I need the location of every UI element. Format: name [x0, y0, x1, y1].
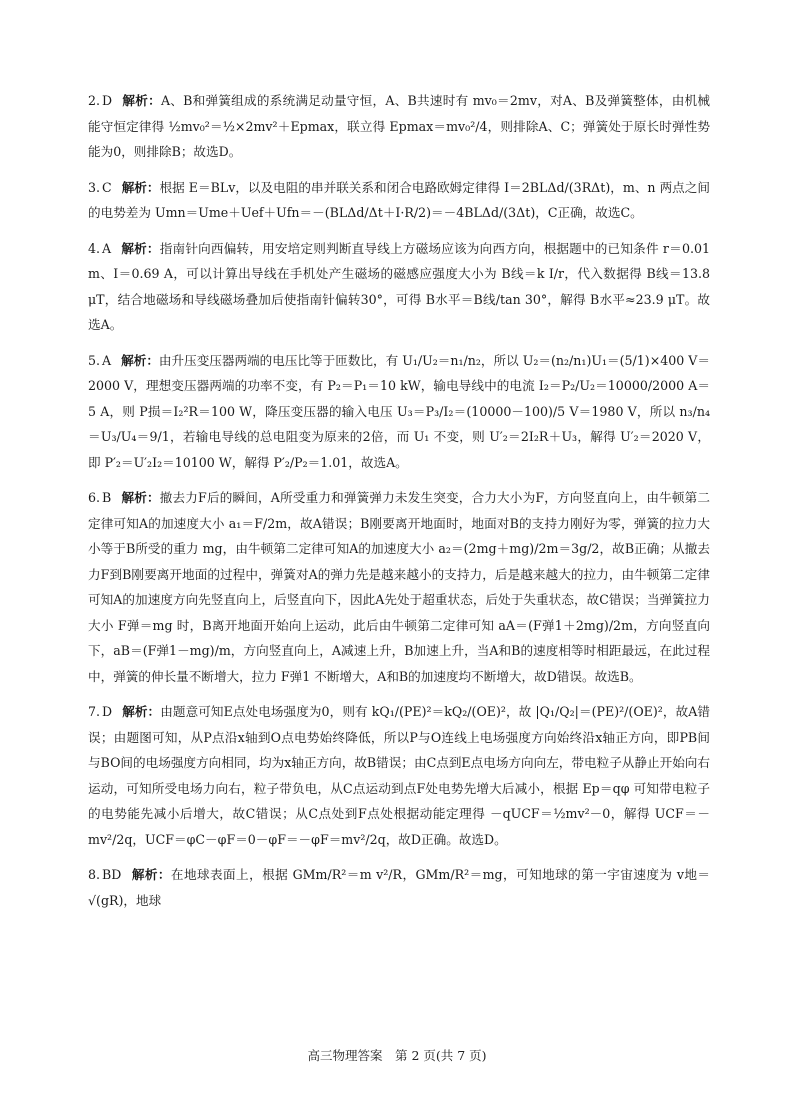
question-number: 5.	[88, 352, 101, 368]
analysis-label: 解析：	[122, 93, 161, 108]
page-footer: 高三物理答案 第 2 页(共 7 页)	[307, 1048, 487, 1063]
question-number: 8.	[88, 867, 101, 882]
answer-item-6	[88, 485, 710, 689]
analysis-label: 解析：	[121, 240, 160, 256]
answer-item-8	[88, 862, 710, 913]
analysis-text: 指南针向西偏转，用安培定则判断直导线上方磁场应该为向西方向，根据题中的已知条件 r＝0.01 m、I＝0.69 A，可以计算出导线在手机处产生磁场的磁感应强度大小为 B线＝k I/r，代入数据得 B线＝13.8 μT，结合地磁场和导线磁场叠加后使指南针偏转30°，可得 B水平＝B线/tan 30°，解得 B水平≈23.9 μT。故选A。	[88, 240, 710, 332]
question-number: 4.	[88, 240, 101, 256]
answer-item-2	[88, 88, 710, 165]
answer-choice: A	[102, 352, 112, 368]
analysis-text: 由升压变压器两端的电压比等于匝数比，有 U₁/U₂＝n₁/n₂，所以 U₂＝(n₂/n₁)U₁＝(5/1)×400 V＝2000 V，理想变压器两端的功率不变，有 P₂＝P₁＝10 kW，输电导线中的电流 I₂＝P₂/U₂＝10000/2000 A＝5 A，则 P损＝I₂²R＝100 W，降压变压器的输入电压 U₃＝P₃/I₂＝(10000－100)/5 V＝1980 V，所以 n₃/n₄＝U₃/U₄＝9/1，若输电导线的总电阻变为原来的2倍，而 U₁ 不变，则 U′₂＝2I₂R＋U₃，解得 U′₂＝2020 V，即 P′₂＝U′₂I₂＝10100 W，解得 P′₂/P₂＝1.01，故选A。	[88, 352, 710, 470]
analysis-label: 解析：	[122, 704, 161, 719]
question-number: 6.	[88, 490, 101, 505]
analysis-text: A、B和弹簧组成的系统满足动量守恒，A、B共速时有 mv₀＝2mv，对A、B及弹簧整体，由机械能守恒定律得 ½mv₀²＝½×2mv²＋Epmax，联立得 Epmax＝mv₀²/4，则排除A、C；弹簧处于原长时弹性势能为0，则排除B；故选D。	[88, 93, 710, 159]
answer-item-5	[88, 348, 710, 476]
analysis-label: 解析：	[121, 179, 160, 195]
answer-choice: D	[102, 93, 113, 108]
answer-choice: D	[102, 704, 113, 719]
answer-choice: C	[102, 179, 112, 195]
analysis-label: 解析：	[121, 490, 160, 505]
answer-item-3	[88, 175, 710, 226]
question-number: 7.	[88, 704, 101, 719]
analysis-text: 由题意可知E点处电场强度为0，则有 kQ₁/(PE)²＝kQ₂/(OE)²，故 |Q₁/Q₂|＝(PE)²/(OE)²，故A错误；由题图可知，从P点沿x轴到O点电势始终降低，所以P与O连线上电场强度方向始终沿x轴正方向，即PB间与BO间的电场强度方向相同，均为x轴正方向，故B错误；由C点到E点电场方向向左，带电粒子从静止开始向右运动，可知所受电场力向右，粒子带负电，从C点运动到点F处电势先增大后减小，根据 Ep＝qφ 可知带电粒子的电势能先减小后增大，故C错误；从C点处到F点处根据动能定理得 －qUCF＝½mv²－0，解得 UCF＝－mv²/2q，UCF＝φC－φF＝0－φF＝－φF＝mv²/2q，故D正确。故选D。	[88, 704, 711, 847]
question-number: 2.	[88, 93, 101, 108]
answer-choice: A	[102, 240, 112, 256]
analysis-label: 解析：	[121, 352, 159, 368]
answer-item-7	[88, 699, 710, 852]
question-number: 3.	[88, 179, 101, 195]
answer-item-4	[88, 236, 710, 338]
answer-choice: BD	[102, 867, 122, 882]
analysis-text: 在地球表面上，根据 GMm/R²＝m v²/R，GMm/R²＝mg，可知地球的第一宇宙速度为 v地＝√(gR)，地球	[88, 867, 711, 908]
analysis-text: 撤去力F后的瞬间，A所受重力和弹簧弹力未发生突变，合力大小为F，方向竖直向上，由牛顿第二定律可知A的加速度大小 a₁＝F/2m，故A错误；B刚要离开地面时，地面对B的支持力刚好为零，弹簧的拉力大小等于B所受的重力 mg，由牛顿第二定律可知A的加速度大小 a₂＝(2mg＋mg)/2m＝3g/2，故B正确；从撤去力F到B刚要离开地面的过程中，弹簧对A的弹力先是越来越小的支持力，后是越来越大的拉力，由牛顿第二定律可知A的加速度方向先竖直向上，后竖直向下，因此A先处于超重状态，后处于失重状态，故C错误；当弹簧拉力大小 F弹＝mg 时，B离开地面开始向上运动，此后由牛顿第二定律可知 aA＝(F弹1＋2mg)/2m，方向竖直向下，aB＝(F弹1－mg)/m，方向竖直向上，A减速上升，B加速上升，当A和B的速度相等时相距最远，在此过程中，弹簧的伸长量不断增大，拉力 F弹1 不断增大，A和B的加速度均不断增大，故D错误。故选B。	[88, 490, 710, 684]
analysis-label: 解析：	[131, 867, 171, 882]
answer-choice: B	[102, 490, 112, 505]
answer-list	[88, 88, 710, 923]
analysis-text: 根据 E＝BLv，以及电阻的串并联关系和闭合电路欧姆定律得 I＝2BLΔd/(3RΔt)，m、n 两点之间的电势差为 Umn＝Ume＋Uef＋Ufn＝－(BLΔd/Δt＋I·R/2)＝－4BLΔd/(3Δt)，C正确，故选C。	[88, 179, 710, 220]
